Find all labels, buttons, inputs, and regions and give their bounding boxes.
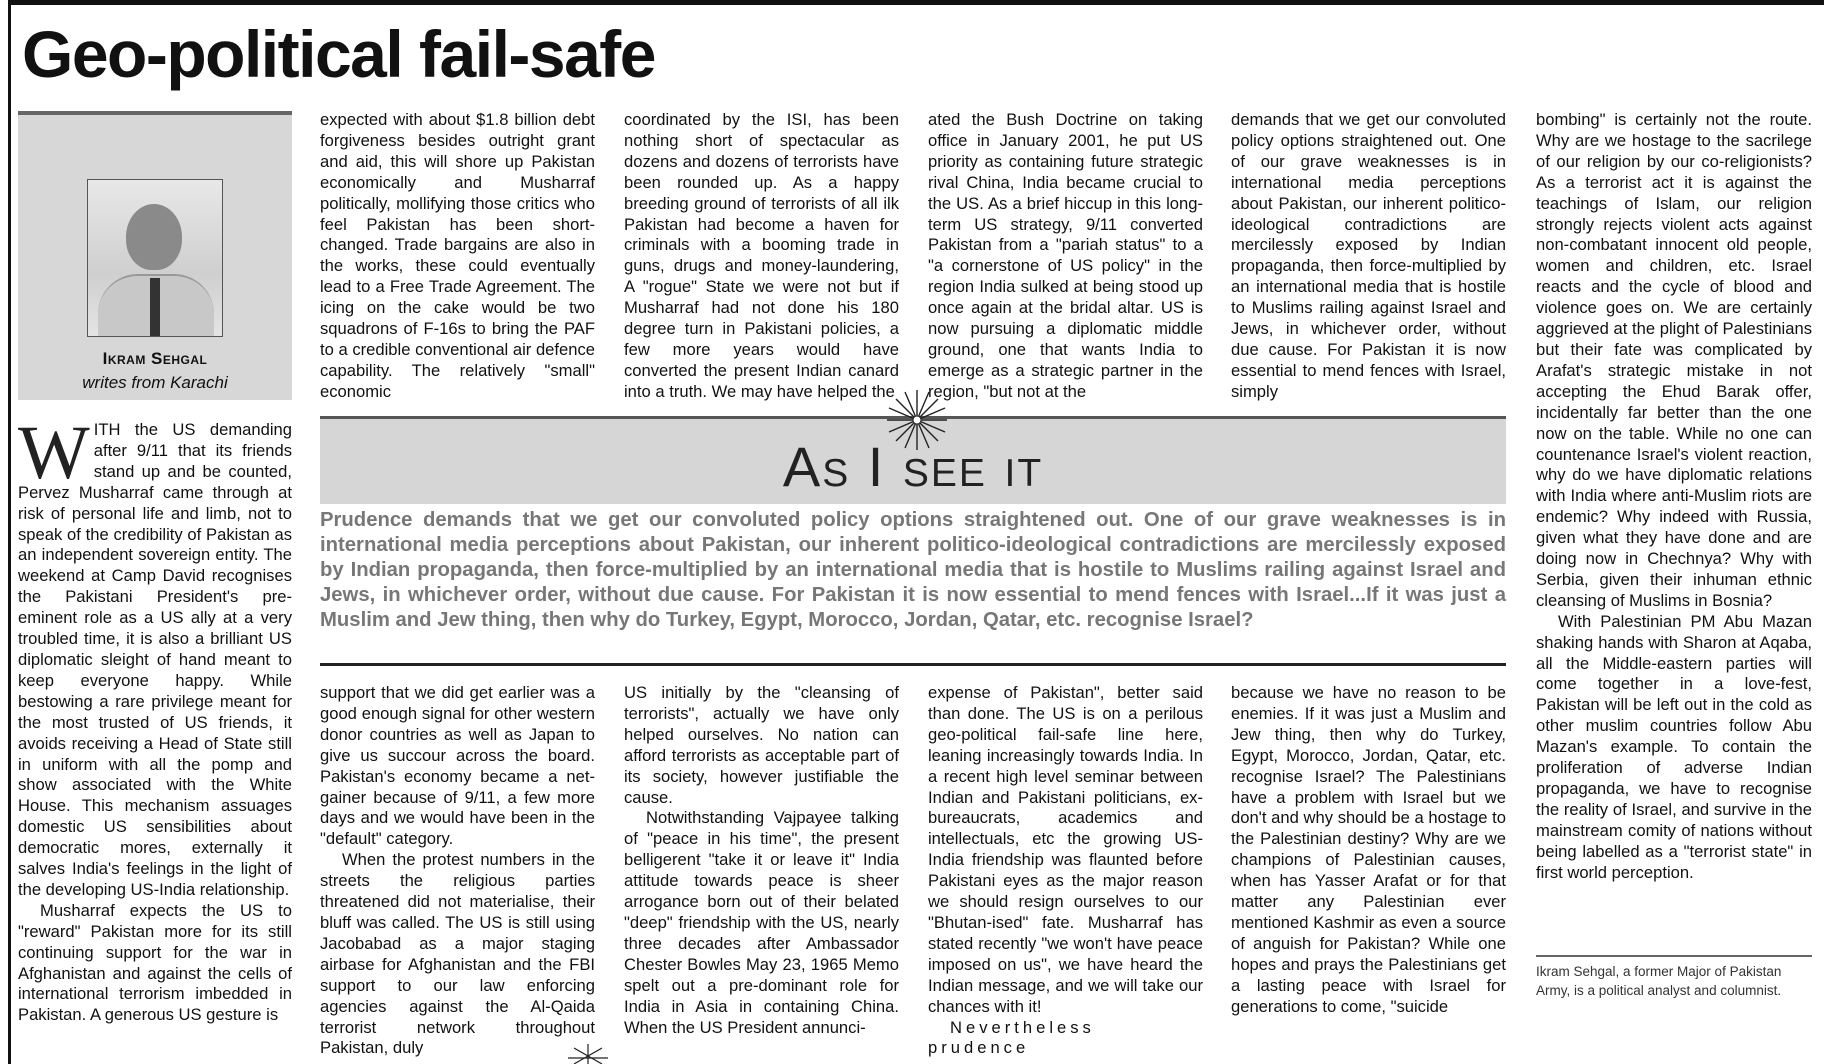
pull-quote-rule — [320, 663, 1506, 666]
author-box — [18, 111, 292, 400]
column-text: expense of Pakistan", better said than done. The US is on a perilous geo-political fail-safe line here, leaning increasingly towards India. In a recent high level seminar between Indian and Pakistani politicians, ex-bureaucrats, academics and intellectuals, etc the growing US-India friendship was flaunted before Pakistani eyes as the major reason we should resign ourselves to our "Bhutan-ised" fate. Musharraf has stated recently "we won't have peace imposed on us", we have heard the Indian message, and we will take our chances with it! — [928, 683, 1203, 1016]
column-text: Notwithstanding Vajpayee talking of "peace in his time", the present belligerent "take it or leave it" India attitude towards peace is sheer arrogance born out of their belated "deep" friendship with the US, nearly three decades after Ambassador Chester Bowles May 23, 1965 Memo spelt out a pre-dominant role for India in Asia in containing China. When the US President annunci- — [624, 808, 899, 1037]
top-rule — [8, 0, 1824, 5]
column-text: support that we did get earlier was a good enough signal for other western donor countries as well as Japan to give us succour across the board. Pakistan's economy became a net-gainer because of 9/11, a few more days and we would have been in the "default" category. — [320, 683, 595, 849]
author-note: Ikram Sehgal, a former Major of Pakistan Army, is a political analyst and columnist. — [1536, 964, 1782, 998]
left-rule — [8, 0, 11, 1064]
author-name: Ikram Sehgal — [102, 349, 208, 368]
column-text: Nevertheless prudence — [928, 1017, 1095, 1058]
column-text: ated the Bush Doctrine on taking office in January 2001, he put US priority as containing future strategic rival China, India became crucial to the US. As a brief hiccup in this long-term US strategy, 9/11 converted Pakistan from a "pariah status" to a "a cornerstone of US policy" in the region India sulked at being stood up once again at the bridal altar. US is now pursuing a diplomatic middle ground, one that wants India to emerge as a strategic partner in the region, "but not at the — [928, 110, 1203, 401]
starburst-icon — [887, 390, 947, 450]
article-column-7 — [320, 683, 595, 1059]
column-text: coordinated by the ISI, has been nothing short of spectacular as dozens and dozens of terrorists have been rounded up. As a happy breeding ground of terrorists of all ilk Pakistan had become a haven for criminals with a booming trade in guns, drugs and money-laundering, A "rogue" State we were not but if Musharraf had not done his 180 degree turn in Pakistani policies, a few more years would have converted the present Indian canard into a truth. We may have helped the — [624, 110, 899, 401]
column-text: Musharraf expects the US to "reward" Pakistan more for its still continuing support for the war in Afghanistan and against the cells of international terrorism imbedded in Pakistan. A generous US gesture is — [18, 900, 292, 1025]
author-note-rule — [1536, 955, 1812, 957]
article-column-3 — [624, 110, 899, 403]
column-text: demands that we get our convoluted policy options straightened out. One of our grave weaknesses is in international media perceptions about Pakistan, our inherent politico-ideological contradictions are mercilessly exposed by Indian propaganda, then force-multiplied by an international media that is hostile to Muslims railing against Israel and Jews, in whichever order, without due cause. For Pakistan it is now essential to mend fences with Israel, simply — [1231, 110, 1506, 401]
article-column-2 — [320, 110, 595, 403]
article-column-8 — [624, 683, 899, 1038]
article-column-4 — [928, 110, 1203, 403]
column-text: With Palestinian PM Abu Mazan shaking hands with Sharon at Aqaba, all the Middle-eastern parties will come together in a love-fest, Pakistan will be left out in the cold as other muslim countries follow Abu Mazan's example. To contain the proliferation of adverse Indian propaganda, we have to recognise the reality of Israel, and survive in the mainstream comity of nations without being labelled as a "terrorist state" in first world perception. — [1536, 611, 1812, 882]
column-text: When the protest numbers in the streets the religious parties threatened did not materialise, their bluff was called. The US is still using Jacobabad as a major staging airbase for Afghanistan and the FBI support to our law enforcing agencies against the Al-Qaida terrorist network throughout Pakistan, duly — [320, 850, 595, 1058]
headline: Geo-political fail-safe — [22, 17, 655, 91]
article-column-10 — [1231, 683, 1506, 1018]
article-column-9 — [928, 683, 1203, 1059]
column-name: As I see it — [782, 435, 1044, 498]
column-text: bombing" is certainly not the route. Why are we hostage to the sacrilege of our religion by our co-religionists? As a terrorist act it is against the teachings of Islam, our religion strongly rejects violent acts against non-combatant innocent old people, women and children, etc. Israel reacts and the cycle of blood and violence goes on. We are certainly aggrieved at the plight of Palestinians but their fate was complicated by Arafat's strategic mistake in not accepting the Ehud Barak offer, incidentally far better than the one now on the table. While no one can countenance Israel's violent reaction, why do we have diplomatic relations with India where anti-Muslim riots are endemic? Why indeed with Russia, given what they have done and are doing now in Chechnya? Why with Serbia, given their inhuman ethnic cleansing of Muslims in Bosnia? — [1536, 110, 1812, 610]
article-column-5 — [1231, 110, 1506, 403]
pull-quote: Prudence demands that we get our convoluted policy options straightened out. One of our grave weaknesses is in international media perceptions about Pakistan, our inherent politico-ideological contradictions are mercilessly exposed by Indian propaganda, then force-multiplied by an international media that is hostile to Muslims railing against Israel and Jews, in whichever order, without due cause. For Pakistan it is now essential to mend fences with Israel...If it was just a Muslim and Jew thing, then why do Turkey, Egypt, Morocco, Jordan, Qatar, etc. recognise Israel? — [320, 509, 1506, 631]
column-text: because we have no reason to be enemies. If it was just a Muslim and Jew thing, then why do Turkey, Egypt, Morocco, Jordan, Qatar, etc. recognise Israel? The Palestinians have a problem with Israel but we don't and why should be a hostage to the Palestinian destiny? Why are we champions of Palestinian causes, when has Yasser Arafat or for that matter any Palestinian ever mentioned Kashmir as even a source of anguish for Pakistan? While one hopes and prays the Palestinians get a lasting peace with Israel for generations to come, "suicide — [1231, 683, 1506, 1016]
author-location: writes from Karachi — [82, 373, 228, 392]
article-column-6 — [1536, 110, 1812, 884]
starburst-icon — [568, 1044, 608, 1064]
column-text: expected with about $1.8 billion debt forgiveness besides outright grant and aid, this will shore up Pakistan economically and Musharraf politically, mollifying those critics who feel Pakistan has been short-changed. Trade bargains are also in the works, these could eventually lead to a Free Trade Agreement. The icing on the cake would be two squadrons of F-16s to bring the PAF to a credible conventional air defence capability. The relatively "small" economic — [320, 110, 595, 401]
column-text: ITH the US demanding after 9/11 that its friends stand up and be counted, Pervez Musharraf came through at risk of personal life and limb, not to speak of the credibility of Pakistan as an independent sovereign entity. The weekend at Camp David recognises the Pakistani President's pre-eminent role as a US ally at a very troubled time, it is also a brilliant US diplomatic sleight of hand meant to keep everyone happy. While bestowing a rare privilege meant for the most trusted of US friends, it avoids receiving a Head of State still in uniform with all the pomp and show associated with the White House. This mechanism assuages domestic US sensibilities about democratic mores, externally it salves India's feelings in the light of the developing US-India relationship. — [18, 420, 292, 899]
column-text: US initially by the "cleansing of terrorists", actually we have only helped ourselves. No nation can afford terrorists as acceptable part of its society, however justifiable the cause. — [624, 683, 899, 807]
author-photo — [87, 179, 223, 337]
dropcap: W — [18, 411, 90, 495]
article-column-1 — [18, 411, 292, 1026]
